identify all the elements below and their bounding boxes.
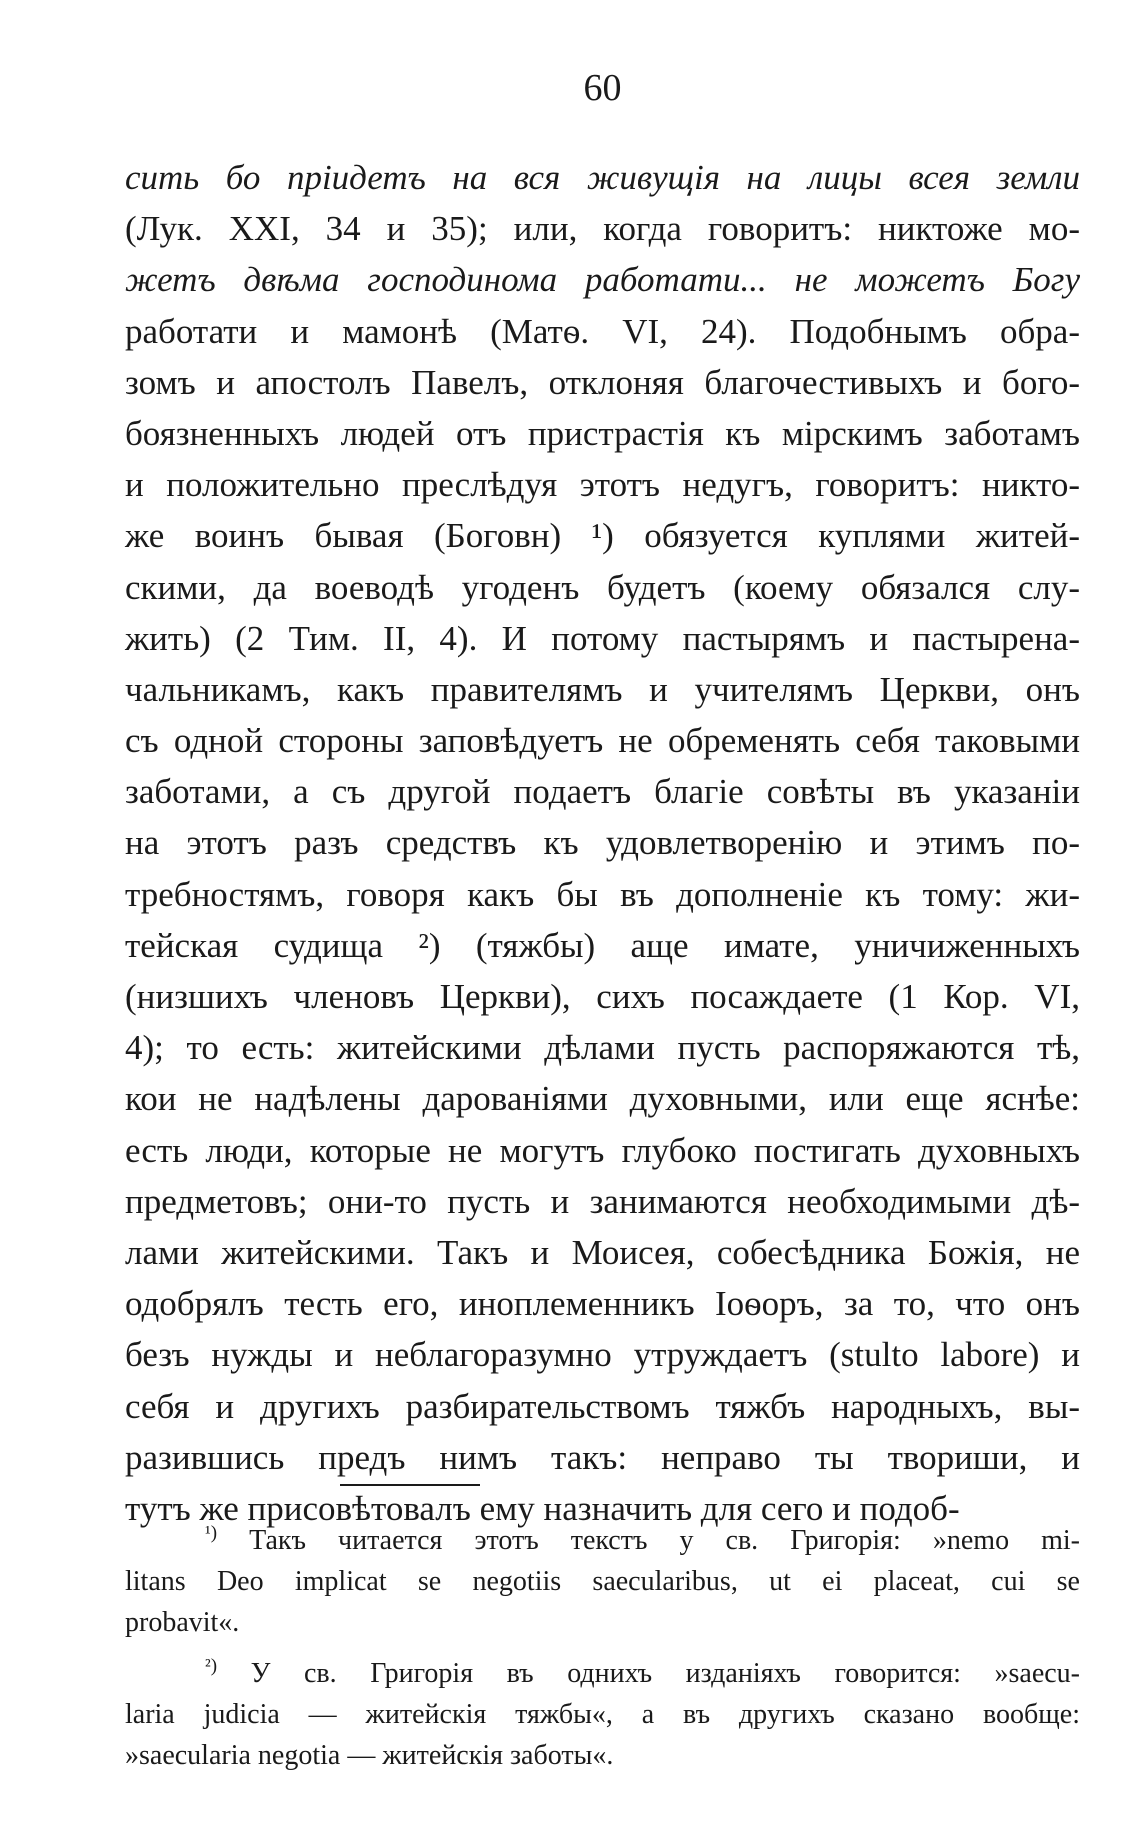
text-line: скими, да воеводѣ угоденъ будетъ (коему обязался слу- <box>125 567 1080 607</box>
footnote-line: litans Deo implicat se negotiis saecularibus, ut ei placeat, cui se <box>125 1566 1080 1597</box>
text-line: есть люди, которые не могутъ глубоко постигать духовныхъ <box>125 1130 1080 1170</box>
footnote-text: У св. Григорія въ однихъ изданіяхъ говорится: »saecu- <box>250 1658 1080 1689</box>
text-line: одобрялъ тесть его, иноплеменникъ Іоѳоръ, за то, что онъ <box>125 1284 1080 1324</box>
text-line: предметовъ; они-то пусть и занимаются необходимыми дѣ- <box>125 1181 1080 1221</box>
text-line: же воинъ бывая (Боговн) ¹) обязуется куплями житей- <box>125 516 1080 556</box>
text-line: заботами, а съ другой подаетъ благіе совѣты въ указаніи <box>125 772 1080 812</box>
text-line: зомъ и апостолъ Павелъ, отклоняя благочестивыхъ и бого- <box>125 362 1080 402</box>
text-line: жить) (2 Тим. II, 4). И потому пастырямъ и пастырена- <box>125 618 1080 658</box>
footnote-text: Такъ читается этотъ текстъ у св. Григорія: »nemo mi- <box>249 1525 1080 1556</box>
text-line: жетъ двѣма господинома работати... не можетъ Богу <box>125 260 1080 300</box>
footnote-line: »saecularia negotia — житейскія заботы«. <box>125 1740 614 1771</box>
text-line: чальникамъ, какъ правителямъ и учителямъ Церкви, онъ <box>125 669 1080 709</box>
text-line: и положительно преслѣдуя этотъ недугъ, говоритъ: никто- <box>125 465 1080 505</box>
footnote-line: laria judicia — житейскія тяжбы«, а въ другихъ сказано вообще: <box>125 1699 1080 1730</box>
footnote <box>125 1653 1080 1776</box>
text-line: безъ нужды и неблагоразумно утруждаетъ (stulto labore) и <box>125 1335 1080 1375</box>
footnote-line: probavit«. <box>125 1607 240 1638</box>
text-line: (низшихъ членовъ Церкви), сихъ посаждаете (1 Кор. VI, <box>125 977 1080 1016</box>
footnote-line <box>125 1520 1080 1561</box>
footnote-mark: ²) <box>205 1655 218 1677</box>
text-line: (Лук. XXI, 34 и 35); или, когда говоритъ: никтоже мо- <box>125 209 1080 249</box>
text-line: боязненныхъ людей отъ пристрастія къ мірскимъ заботамъ <box>125 413 1080 453</box>
footnote-divider <box>340 1484 480 1486</box>
text-line: требностямъ, говоря какъ бы въ дополненіе къ тому: жи- <box>125 874 1080 914</box>
document-page <box>125 0 1080 1827</box>
footnotes <box>125 1520 1080 1786</box>
text-line: 4); то есть: житейскими дѣлами пусть распоряжаются тѣ, <box>125 1028 1080 1068</box>
footnote-mark: ¹) <box>205 1522 218 1544</box>
text-line: кои не надѣлены дарованіями духовными, или еще яснѣе: <box>125 1079 1080 1119</box>
text-line: себя и другихъ разбирательствомъ тяжбъ народныхъ, вы- <box>125 1386 1080 1426</box>
text-line: тейская судища ²) (тяжбы) аще имате, уничиженныхъ <box>125 925 1080 965</box>
text-line: разившись предъ нимъ такъ: неправо ты твориши, и <box>125 1437 1080 1477</box>
text-line: лами житейскими. Такъ и Моисея, собесѣдника Божія, не <box>125 1232 1080 1272</box>
page-number: 60 <box>583 67 622 109</box>
main-text <box>125 152 1080 1534</box>
text-line: сить бо пріидетъ на вся живущія на лицы всея земли <box>125 158 1080 197</box>
footnote <box>125 1520 1080 1643</box>
text-line: съ одной стороны заповѣдуетъ не обременять себя таковыми <box>125 721 1080 761</box>
text-line: на этотъ разъ средствъ къ удовлетворенію и этимъ по- <box>125 823 1080 863</box>
text-line: работати и мамонѣ (Матѳ. VI, 24). Подобнымъ обра- <box>125 311 1080 351</box>
text-line: тутъ же присовѣтовалъ ему назначить для сего и подоб- <box>125 1488 960 1528</box>
footnote-line <box>125 1653 1080 1694</box>
